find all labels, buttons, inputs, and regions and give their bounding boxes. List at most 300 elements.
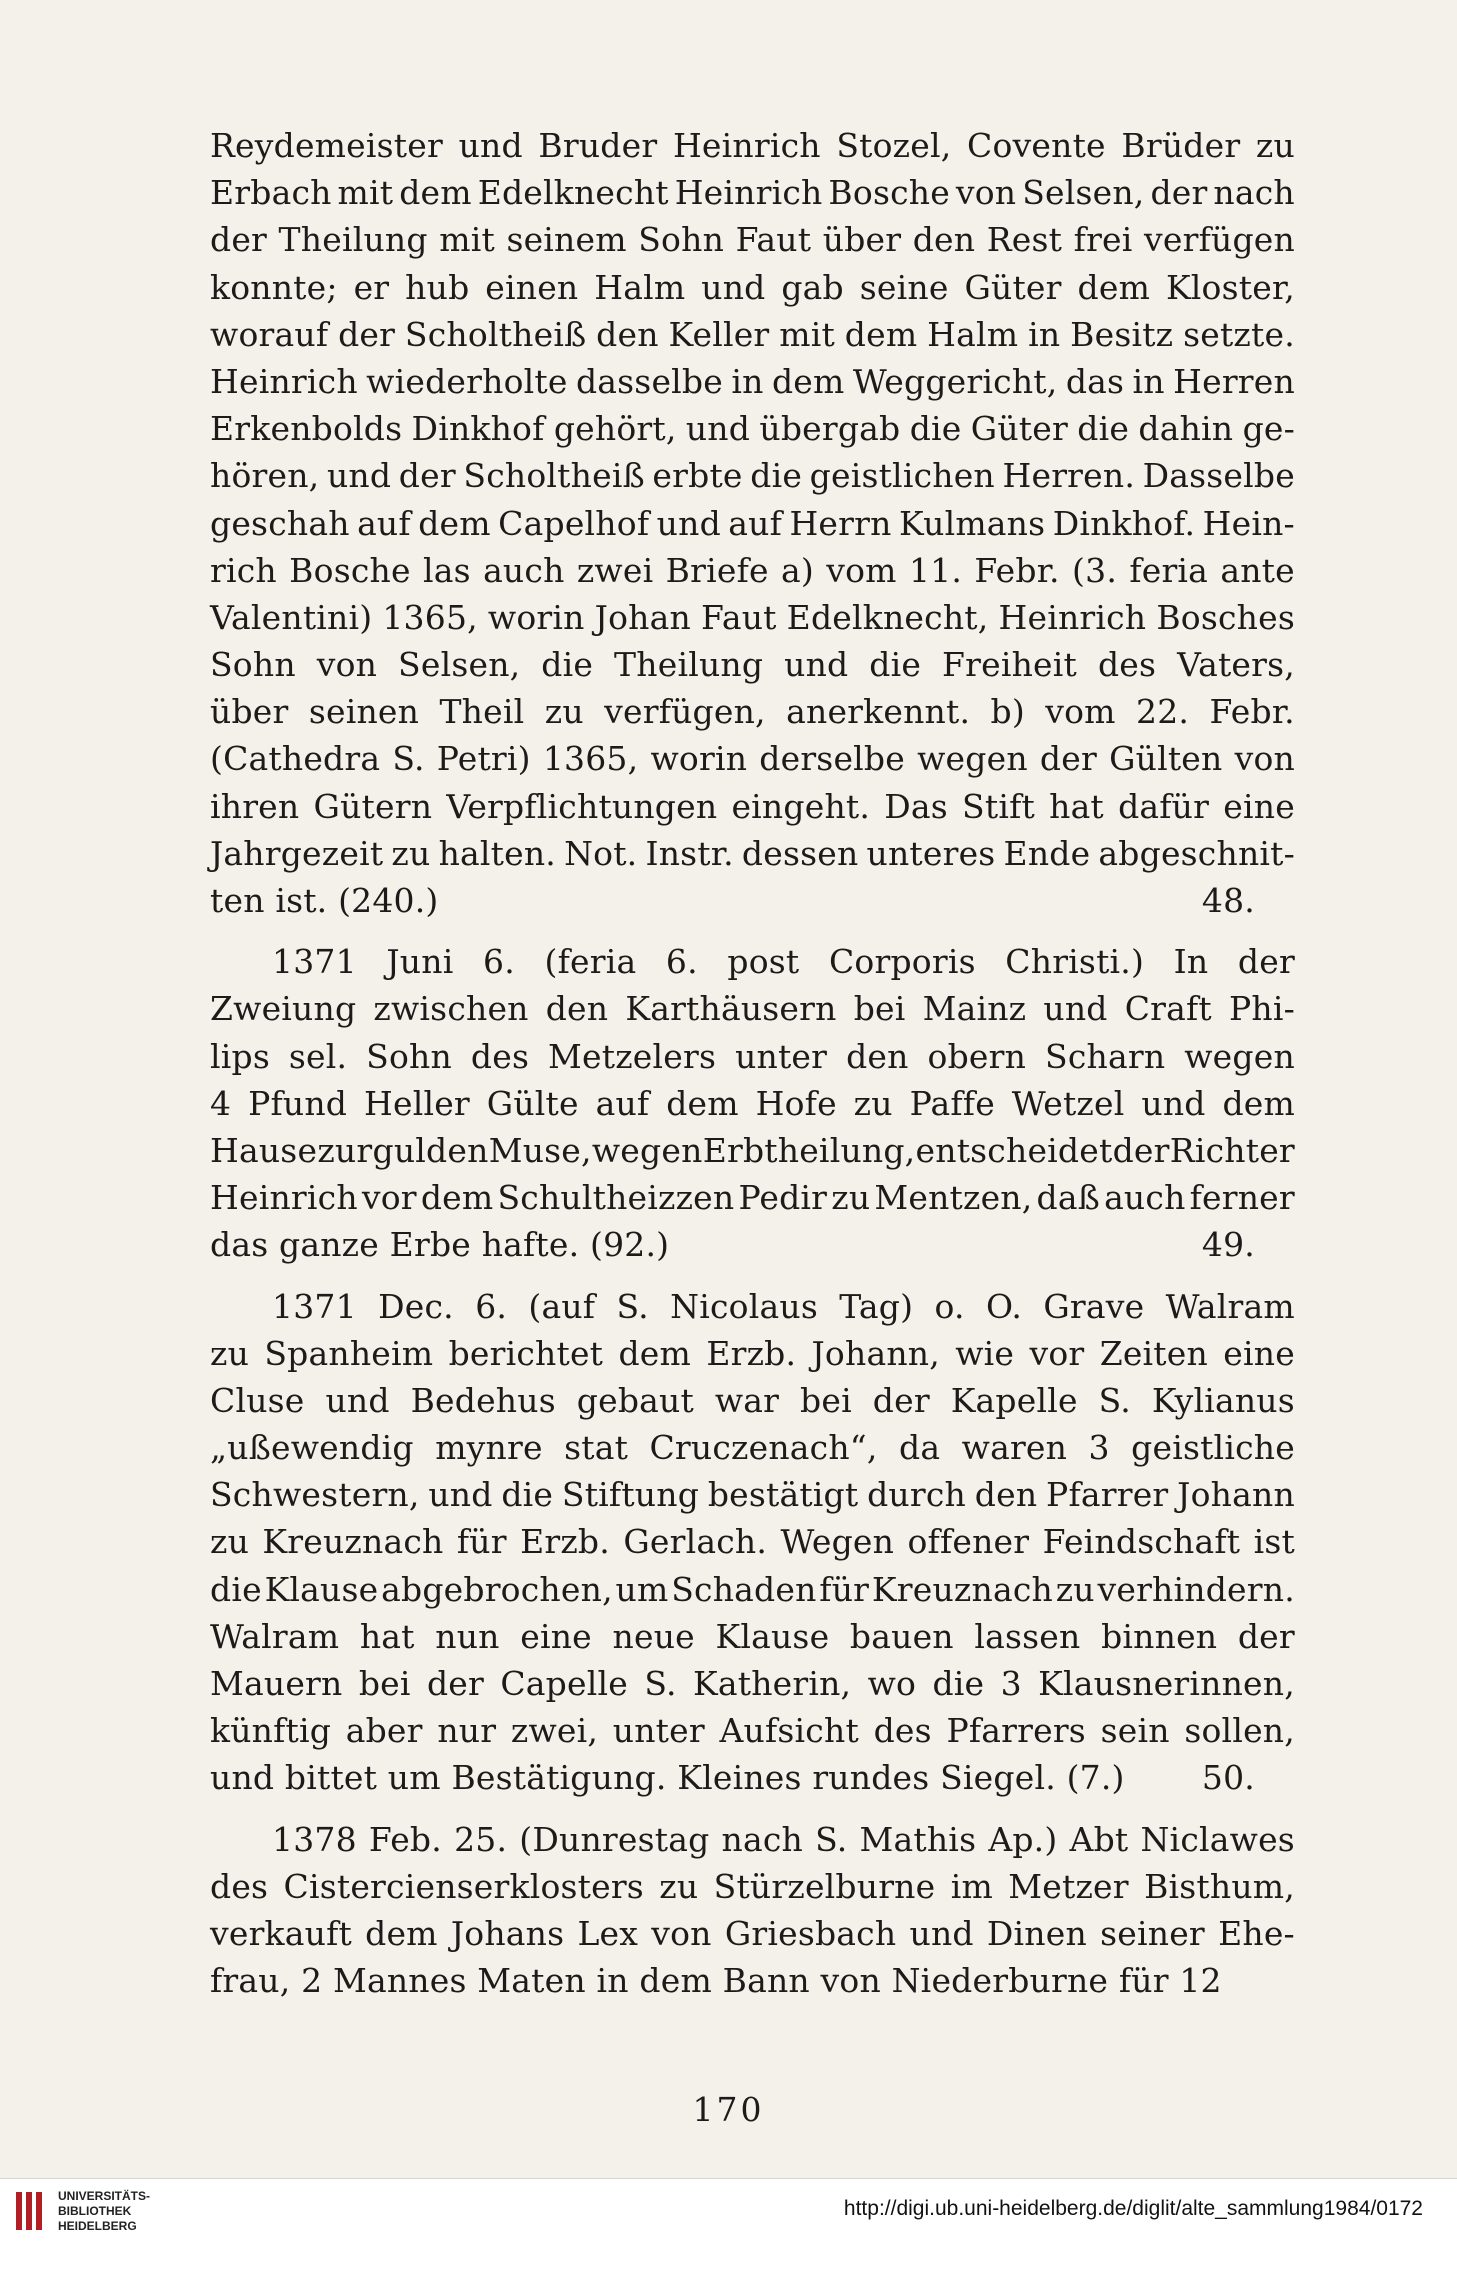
word: Pfarrers: [946, 1711, 1086, 1751]
text-line: [210, 1174, 1295, 1221]
word: Johan: [594, 597, 691, 637]
text-line: [210, 1330, 1295, 1377]
word: b): [990, 692, 1025, 732]
entry-number: 48.: [1201, 881, 1255, 920]
word: und: [326, 456, 392, 496]
line-text: [210, 1033, 1295, 1080]
word: (Dunrestag: [519, 1819, 710, 1859]
word: von: [316, 645, 378, 685]
word: Stift: [962, 786, 1035, 826]
word: Hein-: [1202, 503, 1295, 543]
word: (feria: [544, 942, 637, 982]
word: abgebrochen,: [381, 1569, 613, 1609]
word: Mauern: [210, 1664, 343, 1703]
word: dem: [666, 1083, 739, 1123]
word: binnen: [1101, 1616, 1218, 1656]
word: wegen: [1184, 1036, 1295, 1076]
word: der: [398, 456, 456, 496]
word: Halm: [927, 314, 1019, 354]
word: Herrn: [789, 503, 892, 543]
word: geistliche: [1131, 1428, 1295, 1468]
line-text: [210, 1910, 1295, 1957]
word: Feindschaft: [1042, 1522, 1241, 1562]
word: zu: [1255, 126, 1295, 165]
text-line: [210, 500, 1295, 547]
word: Herren: [1173, 361, 1295, 401]
line-text: [210, 311, 1295, 358]
text-line: [210, 216, 1295, 263]
word: der: [1039, 739, 1097, 779]
word: Metzelers: [548, 1036, 717, 1076]
word: da: [899, 1428, 941, 1468]
text-line: [210, 594, 1295, 641]
word: dem: [771, 361, 845, 401]
line-text: [210, 1127, 1295, 1174]
word: Gülten: [1109, 739, 1223, 779]
word: und: [1141, 1083, 1206, 1123]
word: dem: [365, 1913, 438, 1953]
word: 6.: [483, 942, 515, 982]
word: Aufsicht: [719, 1711, 859, 1751]
word: Mainz: [922, 989, 1027, 1029]
word: ist: [1253, 1522, 1295, 1562]
word: Niclawes: [1140, 1819, 1295, 1859]
word: Scholtheiß: [404, 314, 587, 354]
word: der: [872, 1380, 930, 1420]
word: Edelknecht: [477, 173, 669, 213]
text-line: [210, 688, 1295, 735]
word: Paffe: [909, 1083, 995, 1123]
word: zwei: [576, 550, 654, 590]
word: lips: [210, 1036, 270, 1076]
word: er: [353, 267, 390, 307]
word: 1378: [272, 1819, 357, 1859]
word: Kapelle: [950, 1380, 1078, 1420]
word: Edelknecht,: [786, 597, 989, 637]
word: post: [727, 942, 800, 982]
word: war: [714, 1380, 780, 1420]
word: Bruder: [538, 126, 658, 165]
word: Cruczenach“,: [649, 1428, 878, 1468]
word: des: [210, 1866, 269, 1906]
word: Wegen: [780, 1522, 895, 1562]
word: S.: [644, 1664, 677, 1703]
word: dafür: [1118, 786, 1210, 826]
text-line: [210, 641, 1295, 688]
word: Klausnerinnen,: [1038, 1664, 1295, 1703]
word: Theil: [439, 692, 525, 732]
word: der: [1237, 942, 1295, 982]
text-line: [210, 358, 1295, 405]
word: von: [651, 1913, 712, 1953]
word: übergab: [759, 409, 901, 449]
word: Feb.: [368, 1819, 442, 1859]
word: erbte: [652, 456, 743, 496]
text-line: [210, 985, 1295, 1032]
word: Sohn: [210, 645, 296, 685]
line-text: [210, 830, 1295, 877]
word: anerkennt.: [786, 692, 971, 732]
word: Bedehus: [410, 1380, 556, 1420]
word: des: [873, 1711, 932, 1751]
word: Kulmans: [898, 503, 1046, 543]
word: zu: [1055, 1569, 1095, 1609]
word: Schaden: [671, 1569, 817, 1609]
word: und: [784, 645, 849, 685]
word: den: [596, 314, 659, 354]
word: über: [822, 220, 902, 260]
word: Kreuznach: [262, 1522, 444, 1562]
text-line: [210, 735, 1295, 782]
word: dasselbe: [575, 361, 723, 401]
word: Sohn: [638, 220, 725, 260]
word: aber: [345, 1711, 423, 1751]
word: der: [426, 1664, 485, 1703]
text-line: [210, 405, 1295, 452]
word: mit: [779, 314, 835, 354]
word: bei: [853, 989, 906, 1029]
text-line: [210, 830, 1295, 877]
word: Sohn: [366, 1036, 452, 1076]
word: die: [1077, 409, 1130, 449]
word: zwei,: [510, 1711, 599, 1751]
library-logo-icon: [12, 2188, 46, 2234]
word: sollen,: [1184, 1711, 1295, 1751]
word: ferner: [1189, 1178, 1295, 1218]
text-line: [210, 1957, 1295, 2004]
word: die: [541, 645, 594, 685]
word: dessen: [741, 833, 859, 873]
word: Mathis: [859, 1819, 977, 1859]
word: S.: [616, 1286, 649, 1326]
word: Herren.: [1002, 456, 1136, 496]
word: Erbtheilung,: [702, 1130, 916, 1170]
word: und: [428, 1475, 493, 1515]
word: verhindern.: [1097, 1569, 1295, 1609]
word: Instr.: [645, 833, 734, 873]
word: Brüder: [1121, 126, 1241, 165]
word: Heinrich: [672, 126, 821, 165]
word: lassen: [974, 1616, 1081, 1656]
word: zu: [391, 833, 431, 873]
word: nun: [435, 1616, 500, 1656]
line-text: [210, 405, 1295, 452]
word: vom: [1045, 692, 1116, 732]
word: Walram: [1165, 1286, 1295, 1326]
text-line: [210, 1080, 1295, 1127]
text-line: [210, 1754, 1295, 1801]
word: Zeiten: [1099, 1333, 1208, 1373]
word: dem: [844, 314, 918, 354]
word: 1371: [272, 942, 357, 982]
word: des: [1097, 645, 1157, 685]
word: 1365,: [542, 739, 639, 779]
word: auch: [1104, 1178, 1186, 1218]
line-text: [272, 938, 1295, 985]
word: mynre: [435, 1428, 543, 1468]
word: dem: [399, 173, 472, 213]
line-text: [210, 500, 1295, 547]
word: Heinrich: [210, 1178, 358, 1218]
word: 3: [1000, 1664, 1022, 1703]
word: Heinrich: [998, 597, 1147, 637]
word: o.: [934, 1286, 965, 1326]
word: ge-: [1242, 409, 1295, 449]
word: verkauft: [210, 1913, 352, 1953]
line-text: [210, 641, 1295, 688]
entry-number: 50.: [1201, 1758, 1255, 1798]
word: die: [750, 456, 803, 496]
word: zu: [544, 692, 584, 732]
word: Wetzel: [1011, 1083, 1125, 1123]
word: setzte.: [1183, 314, 1295, 354]
line-text: [272, 1816, 1295, 1863]
word: Briefe: [665, 550, 769, 590]
line-text: [210, 1518, 1295, 1565]
line-text: [210, 1471, 1295, 1518]
word: Tag): [839, 1286, 914, 1326]
word: Kylianus: [1151, 1380, 1295, 1420]
viewer-footer: [0, 2178, 1457, 2282]
text-line: [210, 938, 1295, 985]
text-line: [210, 1033, 1295, 1080]
word: Spanheim: [264, 1333, 434, 1373]
word: (Cathedra: [210, 739, 381, 779]
word: in: [731, 361, 764, 401]
word: Scholtheiß: [463, 456, 645, 496]
word: wegen: [917, 739, 1028, 779]
word: Johann,: [811, 1333, 940, 1373]
word: eine: [520, 1616, 592, 1656]
text-line: [210, 122, 1295, 169]
word: eine: [1223, 1333, 1295, 1373]
word: Faut: [735, 220, 812, 260]
text-line: [210, 1863, 1295, 1910]
word: 1365,: [382, 597, 478, 637]
word: von: [955, 173, 1017, 213]
word: der: [338, 314, 396, 354]
word: der: [210, 220, 268, 260]
word: Theilung: [614, 645, 764, 685]
word: Karthäusern: [625, 989, 837, 1029]
word: und: [685, 409, 751, 449]
text-line: [210, 1613, 1295, 1660]
word: eine: [1223, 786, 1295, 826]
word: Heller: [363, 1083, 470, 1123]
word: Griesbach: [724, 1913, 897, 1953]
page-number: 170: [692, 2090, 765, 2129]
word: Gerlach.: [623, 1522, 768, 1562]
word: nach: [1213, 173, 1295, 213]
word: gebaut: [576, 1380, 694, 1420]
word: S.: [392, 739, 425, 779]
word: geistlichen: [809, 456, 995, 496]
paragraph-gap: [210, 1269, 1295, 1283]
text-line: [210, 1471, 1295, 1518]
word: (3.: [1072, 550, 1118, 590]
word: konnte;: [210, 267, 338, 307]
line-text: das ganze Erbe hafte. (92.): [210, 1225, 670, 1265]
word: über: [210, 692, 289, 732]
word: seine: [859, 267, 949, 307]
word: worin: [487, 597, 585, 637]
text-line: [210, 547, 1295, 594]
word: Freiheit: [942, 645, 1078, 685]
word: Walram: [210, 1616, 340, 1656]
word: verfügen: [1144, 220, 1295, 260]
word: Nicolaus: [670, 1286, 818, 1326]
word: a): [781, 550, 814, 590]
line-text: [210, 1707, 1295, 1754]
word: bauen: [849, 1616, 954, 1656]
word: des: [470, 1036, 530, 1076]
word: ante: [1220, 550, 1295, 590]
word: neue: [612, 1616, 695, 1656]
word: Mentzen,: [874, 1178, 1033, 1218]
word: abgeschnit-: [1098, 833, 1295, 873]
line-text: und bittet um Bestätigung. Kleines rundes Siegel. (7.): [210, 1758, 1125, 1798]
source-url-link[interactable]: http://digi.ub.uni-heidelberg.de/diglit/alte_sammlung1984/0172: [843, 2197, 1423, 2220]
word: und: [656, 503, 721, 543]
paragraph: [210, 938, 1295, 1268]
line-text: [210, 985, 1295, 1032]
word: unteres: [866, 833, 996, 873]
line-text: [210, 1174, 1295, 1221]
text-line: [210, 311, 1295, 358]
line-text: [272, 1283, 1295, 1330]
paragraph-gap: [210, 1802, 1295, 1816]
line-text: [210, 1424, 1295, 1471]
paragraph: [210, 1283, 1295, 1802]
text-line: [210, 1424, 1295, 1471]
word: Muse,: [488, 1130, 592, 1170]
line-text: [210, 216, 1295, 263]
word: Dasselbe: [1142, 456, 1295, 496]
word: Pfund: [248, 1083, 348, 1123]
line-text: [210, 358, 1295, 405]
text-line: [210, 1283, 1295, 1330]
word: entscheidet: [915, 1130, 1113, 1170]
word: um: [615, 1569, 669, 1609]
word: Ap.): [988, 1819, 1058, 1859]
word: Dinkhof.: [1052, 503, 1196, 543]
word: durch: [867, 1475, 966, 1515]
word: Covente: [967, 126, 1106, 165]
word: Stiftung: [561, 1475, 700, 1515]
word: Craft: [1124, 989, 1212, 1029]
word: auf: [728, 503, 783, 543]
word: waren: [961, 1428, 1068, 1468]
word: Abt: [1069, 1819, 1129, 1859]
word: Gülte: [486, 1083, 579, 1123]
word: gehört,: [553, 409, 677, 449]
word: vom: [826, 550, 897, 590]
word: Gütern: [313, 786, 433, 826]
word: Petri): [436, 739, 531, 779]
word: Christi.): [1005, 942, 1145, 982]
word: Besitz: [1070, 314, 1174, 354]
line-text: [210, 735, 1295, 782]
word: obern: [927, 1036, 1027, 1076]
word: auf: [595, 1083, 650, 1123]
line-text: [210, 1613, 1295, 1660]
word: zu: [659, 1866, 699, 1906]
word: Erzb.: [706, 1333, 797, 1373]
text-line: [210, 1566, 1295, 1613]
word: Grave: [1043, 1286, 1145, 1326]
line-text: [210, 169, 1295, 216]
word: S.: [1098, 1380, 1131, 1420]
text-line: [210, 1707, 1295, 1754]
line-text: [210, 783, 1295, 830]
line-text: [210, 452, 1295, 499]
word: zu: [853, 1083, 893, 1123]
text-block: [210, 122, 1295, 2004]
word: 3: [1088, 1428, 1110, 1468]
word: hören,: [210, 456, 320, 496]
word: verfügen,: [604, 692, 766, 732]
word: Febr.: [1209, 692, 1295, 732]
line-text: [210, 264, 1295, 311]
word: Heinrich: [674, 173, 823, 213]
word: auf: [357, 503, 411, 543]
word: stat: [564, 1428, 629, 1468]
paragraph-gap: [210, 924, 1295, 938]
word: Reydemeister: [210, 126, 443, 165]
word: von: [1234, 739, 1295, 779]
word: die: [932, 1664, 985, 1703]
text-line: [210, 452, 1295, 499]
word: Zweiung: [210, 989, 357, 1029]
word: geschah: [210, 503, 350, 543]
word: Capelhof: [498, 503, 650, 543]
word: den: [846, 1036, 909, 1076]
text-line: [210, 783, 1295, 830]
word: seiner: [1100, 1913, 1205, 1953]
word: Stürzelburne: [713, 1866, 936, 1906]
line-text: ten ist. (240.): [210, 881, 439, 920]
word: In: [1173, 942, 1209, 982]
word: rich: [210, 550, 277, 590]
word: dem: [618, 1333, 691, 1373]
word: Theilung: [278, 220, 428, 260]
word: Erkenbolds: [210, 409, 403, 449]
word: Erzb.: [520, 1522, 610, 1562]
word: den: [974, 1475, 1038, 1515]
word: die: [909, 409, 962, 449]
word: unter: [612, 1711, 705, 1751]
word: zu: [831, 1178, 871, 1218]
word: dem: [1222, 1083, 1295, 1123]
word: frei: [1073, 220, 1133, 260]
word: Scharn: [1045, 1036, 1166, 1076]
word: 1371: [272, 1286, 357, 1326]
word: mit: [337, 173, 394, 213]
library-name-line: HEIDELBERG: [58, 2219, 137, 2233]
word: mit: [439, 220, 495, 260]
entry-number: 49.: [1201, 1225, 1255, 1265]
word: eingeht.: [731, 786, 871, 826]
word: dem: [420, 1178, 494, 1218]
word: Klause: [264, 1569, 379, 1609]
word: Ende: [1003, 833, 1091, 873]
word: Febr.: [974, 550, 1060, 590]
line-text: [210, 1080, 1295, 1127]
word: 6.: [475, 1286, 508, 1326]
word: zu: [210, 1522, 250, 1562]
word: Rest: [986, 220, 1063, 260]
word: Bisthum,: [1144, 1866, 1295, 1906]
